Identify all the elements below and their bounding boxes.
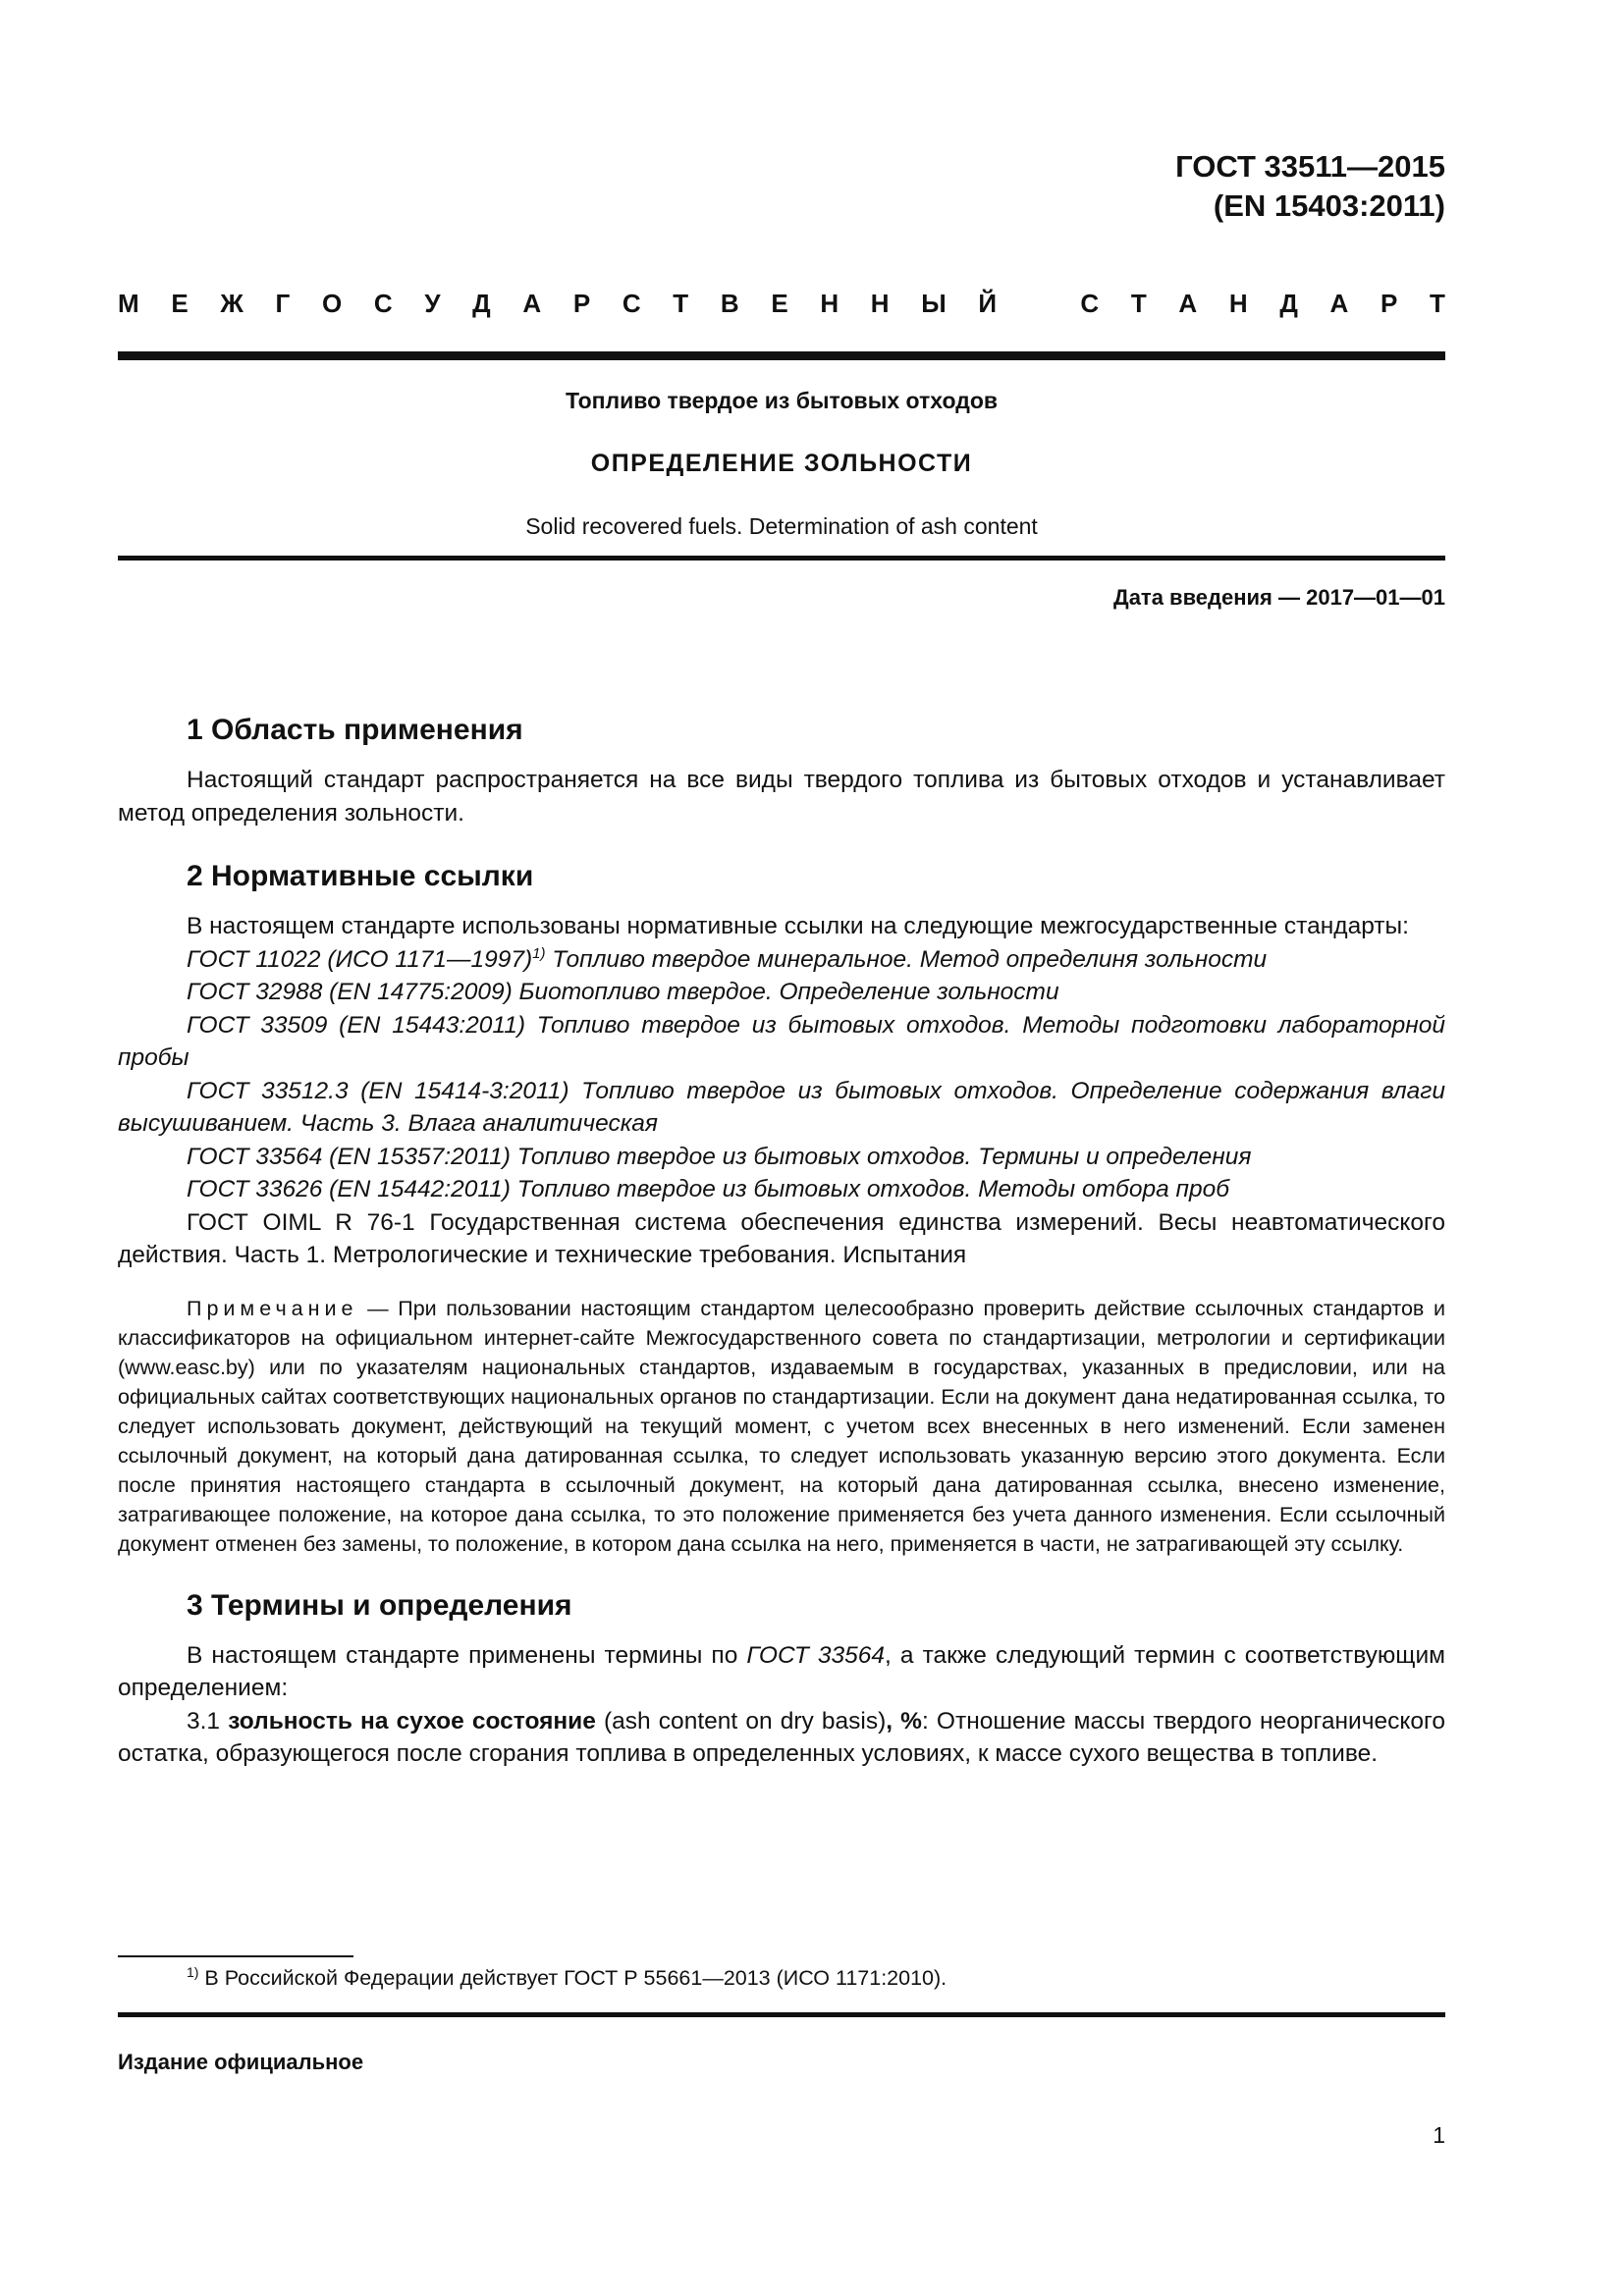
- reference-item: ГОСТ OIML R 76-1 Государственная система обеспечения единства измерений. Весы неавтоматического действия. Часть 1. Метрологические и технические требования. Испытания: [118, 1208, 1445, 1268]
- banner-letter: Т: [673, 289, 689, 318]
- footnote-number: 1): [187, 1963, 199, 1980]
- banner-letter: А: [1329, 289, 1349, 318]
- banner-letter: Д: [1279, 289, 1298, 318]
- standard-title-english: Solid recovered fuels. Determination of ash content: [525, 513, 1038, 539]
- section-2-text: В настоящем стандарте использованы нормативные ссылки на следующие межгосударственные стандарты:: [187, 913, 1409, 939]
- reference-note: [118, 1294, 1445, 1559]
- banner-letter: Е: [771, 289, 788, 318]
- edition-label: Издание официальное: [118, 2050, 364, 2074]
- header-rule-top: [118, 351, 1445, 360]
- banner-letter: Т: [1130, 289, 1147, 318]
- banner-letter: Д: [472, 289, 491, 318]
- banner-letter: У: [424, 289, 441, 318]
- term-definition: 3.1 зольность на сухое состояние (ash content on dry basis), %: Отношение массы твердого неорганического остатка, образующегося после сгорания топлива в определенных условиях, к массе сухого вещества в топливе.: [118, 1707, 1445, 1767]
- gost-number: ГОСТ 33511—2015: [1175, 149, 1445, 184]
- banner-letter: Ы: [921, 289, 947, 318]
- section-3-heading: 3 Термины и определения: [187, 1588, 572, 1622]
- page-number: 1: [1433, 2122, 1445, 2148]
- section-3-text: В настоящем стандарте применены термины по ГОСТ 33564, а также следующий термин с соответствующим определением:: [118, 1641, 1445, 1701]
- banner-letter: М: [118, 289, 139, 318]
- standard-title: ОПРЕДЕЛЕНИЕ ЗОЛЬНОСТИ: [590, 450, 973, 477]
- banner-letter: С: [1080, 289, 1100, 318]
- gost-designation: [1175, 147, 1445, 226]
- banner-letter: Т: [1430, 289, 1445, 318]
- banner-letter: Н: [820, 289, 839, 318]
- en-equivalent: (EN 15403:2011): [1213, 188, 1445, 223]
- note-text: — При пользовании настоящим стандартом целесообразно проверить действие ссылочных стандартов и классификаторов на официальном интернет-сайте Межгосударственного совета по стандартизации, метрологии и сертификации (www.easc.by) или по указателям национальных стандартов, издаваемым в государствах, указанных в предисловии, или на официальных сайтах соответствующих национальных органов по стандартизации. Если на документ дана недатированная ссылка, то следует использовать документ, действующий на текущий момент, с учетом всех внесенных в него изменений. Если заменен ссылочный документ, на который дана датированная ссылка, то следует использовать указанную версию этого документа. Если после принятия настоящего стандарта в ссылочный документ, на который дана датированная ссылка, внесено изменение, затрагивающее положение, на которое дана ссылка, то это положение применяется без учета данного изменения. Если ссылочный документ отменен без замены, то положение, в котором дана ссылка на него, применяется в части, не затрагивающей эту ссылку.: [118, 1296, 1445, 1556]
- banner-letter: В: [720, 289, 739, 318]
- interstate-standard-banner: [118, 287, 1445, 320]
- footnote-marker[interactable]: 1): [532, 944, 546, 962]
- reference-item: ГОСТ 33564 (EN 15357:2011) Топливо твердое из бытовых отходов. Термины и определения: [187, 1143, 1252, 1170]
- section-1-heading: 1 Область применения: [187, 714, 523, 746]
- banner-letter: О: [321, 289, 343, 318]
- note-label: Примечание: [187, 1296, 358, 1320]
- footnote: [187, 1963, 947, 1993]
- banner-letter: Ж: [220, 289, 244, 318]
- reference-item: ГОСТ 33509 (EN 15443:2011) Топливо твердое из бытовых отходов. Методы подготовки лабораторной пробы: [118, 1011, 1445, 1071]
- term-name: зольность на сухое состояние: [228, 1707, 596, 1735]
- banner-letter: А: [522, 289, 542, 318]
- standard-reference: ГОСТ 33564: [746, 1641, 886, 1669]
- reference-item: ГОСТ 33626 (EN 15442:2011) Топливо твердое из бытовых отходов. Методы отбора проб: [187, 1176, 1230, 1202]
- footnote-text: В Российской Федерации действует ГОСТ Р 55661—2013 (ИСО 1171:2010).: [198, 1966, 947, 1990]
- section-1-text: Настоящий стандарт распространяется на все виды твердого топлива из бытовых отходов и устанавливает метод определения зольности.: [118, 767, 1445, 827]
- introduction-date: Дата введения — 2017—01—01: [1113, 585, 1445, 610]
- banner-letter: С: [622, 289, 641, 318]
- standard-subtitle: Топливо твердое из бытовых отходов: [565, 388, 999, 413]
- header-rule-bottom: [118, 556, 1445, 561]
- banner-letter: С: [373, 289, 393, 318]
- footer-rule: [118, 2012, 1445, 2017]
- banner-letter: [1029, 287, 1049, 320]
- banner-letter: Р: [572, 289, 591, 318]
- banner-letter: Г: [275, 289, 291, 318]
- banner-letter: Р: [1380, 289, 1398, 318]
- document-body: [118, 711, 1445, 1771]
- banner-letter: Е: [171, 289, 189, 318]
- reference-item: ГОСТ 11022 (ИСО 1171—1997)$^{1)}$ Топливо твердое минеральное. Метод определиня зольности: [187, 944, 1268, 973]
- banner-letter: Н: [1228, 289, 1248, 318]
- section-2-heading: 2 Нормативные ссылки: [187, 860, 534, 892]
- banner-letter: Н: [870, 289, 890, 318]
- banner-letter: Й: [978, 289, 998, 318]
- reference-item: ГОСТ 33512.3 (EN 15414-3:2011) Топливо твердое из бытовых отходов. Определение содержания влаги высушиванием. Часть 3. Влага аналитическая: [118, 1077, 1445, 1137]
- footnote-separator: [118, 1955, 353, 1957]
- banner-letter: А: [1178, 289, 1198, 318]
- reference-item: ГОСТ 32988 (EN 14775:2009) Биотопливо твердое. Определение зольности: [187, 979, 1059, 1005]
